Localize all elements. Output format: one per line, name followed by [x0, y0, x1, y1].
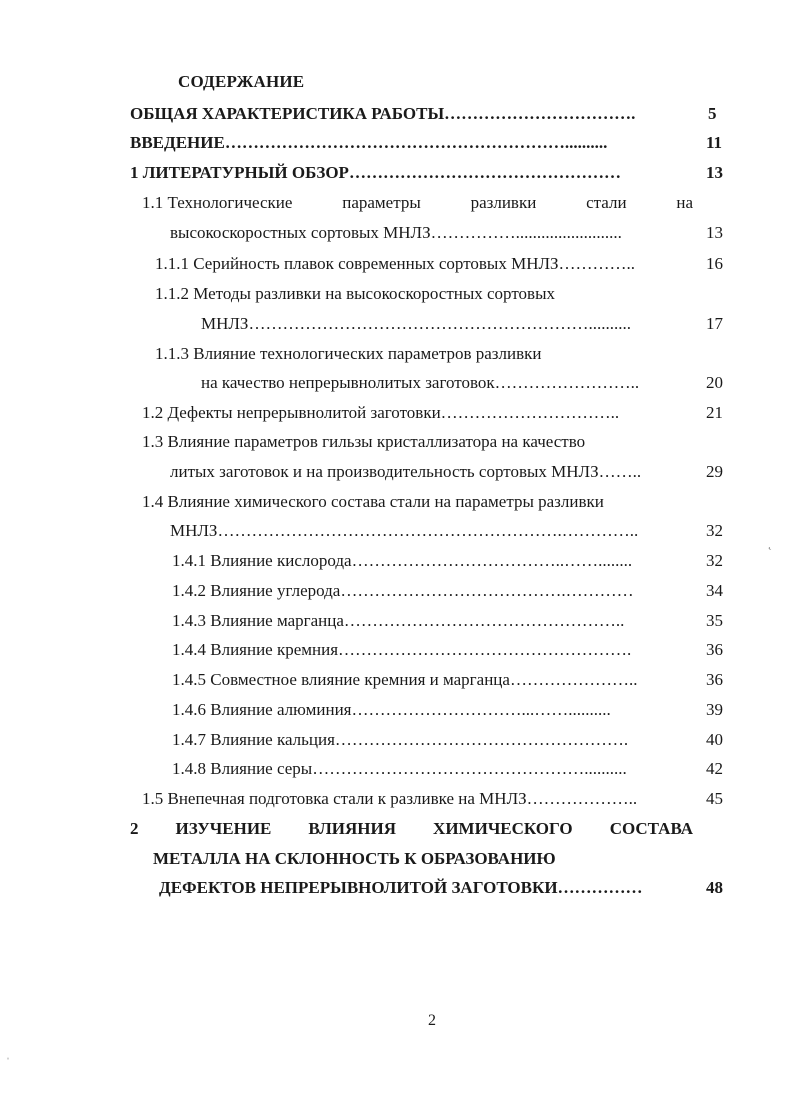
toc-word: 1.1 Технологические — [142, 193, 293, 212]
toc-entry-text: 1.4.1 Влияние кислорода………………………………..……........ — [172, 551, 633, 570]
toc-entry-text: МЕТАЛЛА НА СКЛОННОСТЬ К ОБРАЗОВАНИЮ — [153, 849, 556, 868]
toc-word: параметры — [342, 193, 421, 212]
toc-entry-page: 13 — [706, 223, 723, 242]
toc-word: разливки — [470, 193, 537, 212]
toc-entry-text: 1.4.4 Влияние кремния……………………………………………. — [172, 640, 632, 659]
toc-entry-1-1-line1 — [142, 192, 693, 214]
toc-entry-page: 35 — [706, 611, 723, 630]
toc-word: СОСТАВА — [609, 819, 693, 838]
toc-entry-page: 21 — [706, 403, 723, 422]
toc-entry-text: ВВЕДЕНИЕ…………………………………………………….......... — [130, 133, 608, 152]
toc-entry-text: 1.4.3 Влияние марганца………………………………………….. — [172, 611, 625, 630]
toc-entry-chapter-2-line1 — [130, 818, 693, 840]
toc-entry-text: 1.4.6 Влияние алюминия…………………………...…….......... — [172, 700, 611, 719]
toc-entry-page: 36 — [706, 670, 723, 689]
toc-entry-page: 16 — [706, 254, 723, 273]
toc-entry-text: МНЛЗ…………………………………………………….......... — [201, 314, 631, 333]
toc-entry-text: МНЛЗ…………………………………………………….………….. — [170, 521, 639, 540]
toc-entry-text: 1.4.8 Влияние серы………………………………………….......... — [172, 759, 627, 778]
toc-entry-text: высокоскоростных сортовых МНЛЗ……………......................... — [170, 223, 622, 242]
toc-entry-text: 1.1.1 Серийность плавок современных сортовых МНЛЗ………….. — [155, 254, 636, 273]
toc-entry-text: 1.4.5 Совместное влияние кремния и марганца………………….. — [172, 670, 638, 689]
scan-speck: ˌ — [6, 1046, 10, 1060]
toc-word: ВЛИЯНИЯ — [308, 819, 397, 838]
toc-entry-page: 45 — [706, 789, 723, 808]
toc-entry-text: 1 ЛИТЕРАТУРНЫЙ ОБЗОР………………………………………… — [130, 163, 621, 182]
toc-entry-text: 1.2 Дефекты непрерывнолитой заготовки………………………….. — [142, 403, 620, 422]
toc-entry-page: 40 — [706, 730, 723, 749]
toc-entry-page: 42 — [706, 759, 723, 778]
toc-entry-text: ОБЩАЯ ХАРАКТЕРИСТИКА РАБОТЫ……………………………. — [130, 104, 636, 123]
toc-entry-page: 17 — [706, 314, 723, 333]
toc-entry-text: литых заготовок и на производительность сортовых МНЛЗ…….. — [170, 462, 642, 481]
toc-entry-text: 1.4.7 Влияние кальция……………………………………………. — [172, 730, 629, 749]
toc-entry-text: 1.3 Влияние параметров гильзы кристаллизатора на качество — [142, 432, 586, 451]
page-number: 2 — [428, 1012, 436, 1029]
toc-entry-page: 48 — [706, 878, 723, 897]
toc-entry-text: ДЕФЕКТОВ НЕПРЕРЫВНОЛИТОЙ ЗАГОТОВКИ…………… — [159, 878, 643, 897]
toc-entry-page: 5 — [708, 104, 717, 123]
toc-entry-page: 20 — [706, 373, 723, 392]
toc-entry-page: 39 — [706, 700, 723, 719]
toc-entry-page: 32 — [706, 551, 723, 570]
toc-entry-page: 11 — [706, 133, 723, 152]
toc-entry-page: 32 — [706, 521, 723, 540]
toc-word: на — [676, 193, 693, 212]
toc-entry-text: 1.4.2 Влияние углерода………………………………….………… — [172, 581, 634, 600]
toc-entry-page: 13 — [706, 163, 723, 182]
toc-entry-text: 1.1.2 Методы разливки на высокоскоростных сортовых — [155, 284, 555, 303]
toc-entry-page: 34 — [706, 581, 723, 600]
toc-word: стали — [586, 193, 627, 212]
toc-entry-page: 29 — [706, 462, 723, 481]
toc-entry-text: 1.1.3 Влияние технологических параметров разливки — [155, 344, 542, 363]
toc-entry-text: на качество непрерывнолитых заготовок…………………….. — [201, 373, 640, 392]
toc-word: ИЗУЧЕНИЕ — [175, 819, 272, 838]
toc-entry-text: 1.5 Внепечная подготовка стали к разливке на МНЛЗ……………….. — [142, 789, 638, 808]
toc-word: 2 — [130, 819, 139, 838]
toc-title: СОДЕРЖАНИЕ — [178, 72, 305, 91]
toc-entry-text: 1.4 Влияние химического состава стали на параметры разливки — [142, 492, 604, 511]
toc-entry-page: 36 — [706, 640, 723, 659]
scan-speck: ˛ — [768, 536, 772, 550]
toc-word: ХИМИЧЕСКОГО — [433, 819, 573, 838]
